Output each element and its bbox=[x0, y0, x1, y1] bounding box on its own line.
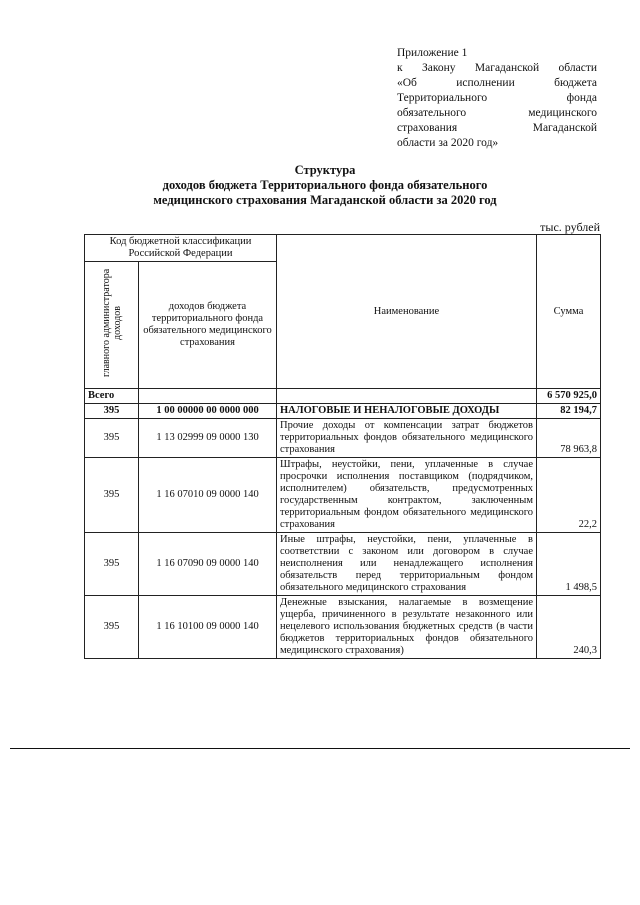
total-label: Всего bbox=[85, 389, 139, 404]
title-line: Структура bbox=[294, 163, 356, 177]
row-admin: 395 bbox=[85, 404, 139, 419]
row-sum: 82 194,7 bbox=[537, 404, 601, 419]
appendix-line: страхования Магаданской bbox=[397, 122, 597, 134]
row-code: 1 16 10100 09 0000 140 bbox=[139, 596, 277, 659]
title-line: доходов бюджета Территориального фонда обязательного bbox=[162, 178, 488, 192]
row-sum: 1 498,5 bbox=[537, 533, 601, 596]
table-row bbox=[85, 458, 601, 533]
header-name: Наименование bbox=[277, 235, 537, 389]
row-name: Денежные взыскания, налагаемые в возмещение ущерба, причиненного в результате незаконного или нецелевого использования бюджетных средств (в части бюджетов территориальных фондов обязательного медицинского страхования) bbox=[277, 596, 537, 659]
row-name: Прочие доходы от компенсации затрат бюджетов территориальных фондов обязательного медицинского страхования bbox=[277, 419, 537, 458]
revenue-table bbox=[84, 234, 601, 659]
row-sum: 78 963,8 bbox=[537, 419, 601, 458]
row-admin: 395 bbox=[85, 533, 139, 596]
total-row bbox=[85, 389, 601, 404]
appendix-line: к Закону Магаданской области bbox=[397, 62, 597, 74]
header-classification-code: Код бюджетной классификации Российской Федерации bbox=[85, 235, 277, 262]
header-income-code: доходов бюджета территориального фонда обязательного медицинского страхования bbox=[139, 262, 277, 389]
document-title bbox=[120, 163, 530, 208]
row-admin: 395 bbox=[85, 419, 139, 458]
row-code: 1 13 02999 09 0000 130 bbox=[139, 419, 277, 458]
header-row bbox=[85, 235, 601, 262]
row-code: 1 16 07010 09 0000 140 bbox=[139, 458, 277, 533]
table-row bbox=[85, 596, 601, 659]
header-sum: Сумма bbox=[537, 235, 601, 389]
row-sum: 22,2 bbox=[537, 458, 601, 533]
table-row bbox=[85, 404, 601, 419]
title-line: медицинского страхования Магаданской области за 2020 год bbox=[153, 193, 497, 207]
appendix-line: области за 2020 год» bbox=[397, 137, 499, 149]
row-code: 1 16 07090 09 0000 140 bbox=[139, 533, 277, 596]
header-admin: главного администратора доходов bbox=[100, 268, 123, 378]
page-divider bbox=[10, 748, 630, 749]
row-name: Иные штрафы, неустойки, пени, уплаченные в соответствии с законом или договором в случае неисполнения или ненадлежащего исполнения обязательств перед территориальным фондом обязательного медицинского страхования bbox=[277, 533, 537, 596]
table-row bbox=[85, 419, 601, 458]
row-name: НАЛОГОВЫЕ И НЕНАЛОГОВЫЕ ДОХОДЫ bbox=[277, 404, 537, 419]
total-code bbox=[139, 389, 277, 404]
row-sum: 240,3 bbox=[537, 596, 601, 659]
row-code: 1 00 00000 00 0000 000 bbox=[139, 404, 277, 419]
row-admin: 395 bbox=[85, 458, 139, 533]
units-label: тыс. рублей bbox=[540, 220, 600, 234]
row-name: Штрафы, неустойки, пени, уплаченные в случае просрочки исполнения поставщиком (подрядчиком, исполнителем) обязательств, предусмотренных государственным контрактом, заключенным территориальным фондом обязательного медицинского страхования bbox=[277, 458, 537, 533]
total-sum: 6 570 925,0 bbox=[537, 389, 601, 404]
appendix-line: Приложение 1 bbox=[397, 47, 468, 59]
appendix-line: «Об исполнении бюджета bbox=[397, 77, 597, 89]
appendix-line: обязательного медицинского bbox=[397, 107, 597, 119]
header-admin-cell bbox=[85, 262, 139, 389]
total-name bbox=[277, 389, 537, 404]
appendix-note bbox=[397, 46, 597, 151]
appendix-line: Территориального фонда bbox=[397, 92, 597, 104]
row-admin: 395 bbox=[85, 596, 139, 659]
table-row bbox=[85, 533, 601, 596]
